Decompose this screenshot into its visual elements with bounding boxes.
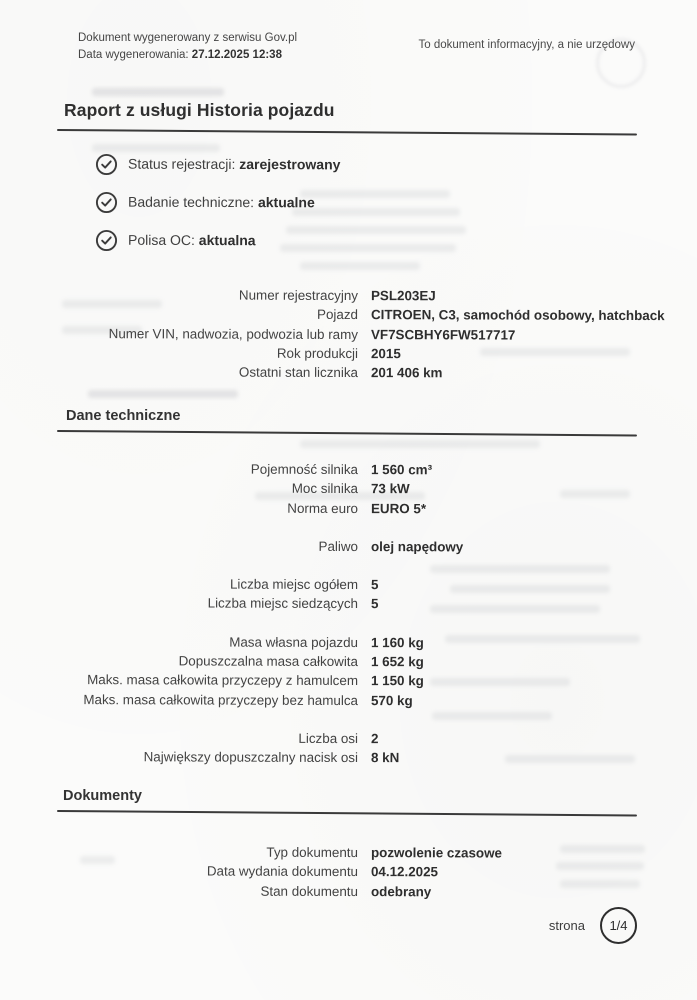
status-check-row bbox=[95, 152, 340, 176]
field-value: PSL203EJ bbox=[370, 288, 436, 304]
field-value: 1 160 kg bbox=[370, 634, 424, 651]
field-label: Paliwo bbox=[318, 538, 359, 554]
field-value: 5 bbox=[370, 577, 379, 593]
field-value: 1 150 kg bbox=[370, 673, 424, 689]
field-row bbox=[60, 459, 645, 480]
ghost-smudge bbox=[88, 390, 238, 398]
status-checks bbox=[95, 152, 340, 266]
document-fields bbox=[60, 842, 645, 900]
vehicle-id-fields bbox=[60, 285, 665, 381]
field-value: 2 bbox=[370, 731, 379, 747]
field-value: 5 bbox=[370, 596, 379, 612]
field-label: Numer rejestracyjny bbox=[238, 287, 359, 304]
field-value: 201 406 km bbox=[370, 365, 443, 381]
field-label: Maks. masa całkowita przyczepy bez hamulca bbox=[83, 691, 359, 708]
status-check-text: Badanie techniczne: aktualne bbox=[127, 193, 315, 211]
field-label: Ostatni stan licznika bbox=[238, 364, 359, 381]
section-rule bbox=[57, 430, 637, 437]
field-row bbox=[60, 728, 645, 749]
group-spacer bbox=[60, 555, 645, 574]
field-value: 73 kW bbox=[370, 481, 410, 497]
page-number-badge: 1/4 bbox=[600, 907, 637, 944]
field-label: Maks. masa całkowita przyczepy z hamulcem bbox=[87, 672, 359, 689]
field-value: 04.12.2025 bbox=[370, 864, 439, 880]
ghost-smudge bbox=[92, 88, 224, 96]
field-row bbox=[60, 651, 645, 672]
field-value: 570 kg bbox=[370, 692, 413, 708]
field-row bbox=[60, 690, 645, 711]
status-check-row bbox=[95, 190, 340, 214]
field-row bbox=[60, 324, 645, 345]
field-value: 1 652 kg bbox=[370, 654, 424, 670]
field-row bbox=[60, 593, 645, 614]
page-footer bbox=[0, 907, 637, 944]
field-row bbox=[60, 842, 645, 863]
field-label: Stan dokumentu bbox=[260, 883, 359, 899]
field-value: 1 560 cm³ bbox=[370, 462, 433, 478]
field-label: Liczba miejsc siedzących bbox=[207, 595, 359, 612]
field-row bbox=[60, 498, 645, 519]
section-title-dokumenty: Dokumenty bbox=[63, 788, 142, 804]
field-value: 8 kN bbox=[370, 750, 400, 766]
generated-from-header bbox=[78, 30, 297, 64]
status-check-text: Status rejestracji: zarejestrowany bbox=[127, 155, 341, 173]
informational-note: To dokument informacyjny, a nie urzędowy bbox=[418, 39, 635, 51]
check-circle-icon bbox=[95, 229, 118, 252]
field-label: Dopuszczalna masa całkowita bbox=[178, 653, 359, 670]
title-rule bbox=[57, 129, 637, 136]
field-row bbox=[60, 285, 645, 306]
group-spacer bbox=[60, 517, 645, 536]
field-label: Masa własna pojazdu bbox=[229, 634, 359, 650]
ghost-smudge bbox=[300, 440, 540, 448]
ghost-smudge bbox=[92, 144, 220, 152]
check-circle-icon bbox=[95, 191, 118, 214]
group-spacer bbox=[60, 709, 645, 728]
field-label: Rok produkcji bbox=[276, 345, 359, 361]
field-row bbox=[60, 670, 645, 691]
generation-date-value: 27.12.2025 12:38 bbox=[191, 49, 282, 61]
field-label: Liczba miejsc ogółem bbox=[229, 576, 359, 593]
generation-date-label: Data wygenerowania: bbox=[78, 49, 189, 61]
field-value: EURO 5* bbox=[370, 500, 427, 516]
page-title: Raport z usługi Historia pojazdu bbox=[64, 100, 335, 120]
field-value: olej napędowy bbox=[370, 538, 464, 555]
field-row bbox=[60, 861, 645, 882]
field-row bbox=[60, 362, 645, 383]
field-value: VF7SCBHY6FW517717 bbox=[370, 326, 516, 343]
field-row bbox=[60, 632, 645, 653]
field-label: Typ dokumentu bbox=[266, 844, 359, 861]
generation-date-line bbox=[78, 47, 297, 64]
field-row bbox=[60, 343, 645, 364]
status-check-text: Polisa OC: aktualna bbox=[127, 231, 256, 249]
field-value: 2015 bbox=[370, 345, 401, 362]
field-row bbox=[60, 478, 645, 499]
section-title-dane-techniczne: Dane techniczne bbox=[66, 408, 181, 424]
field-row bbox=[60, 747, 645, 768]
field-value: odebrany bbox=[370, 883, 432, 899]
section-rule bbox=[57, 810, 637, 817]
field-label: Liczba osi bbox=[298, 730, 359, 747]
field-label: Numer VIN, nadwozia, podwozia lub ramy bbox=[108, 325, 359, 342]
technical-fields bbox=[60, 459, 645, 767]
field-value: pozwolenie czasowe bbox=[370, 845, 502, 861]
page-number-label: strona bbox=[548, 918, 585, 933]
field-label: Pojazd bbox=[317, 307, 359, 323]
field-label: Norma euro bbox=[287, 500, 359, 516]
field-row bbox=[60, 304, 665, 325]
field-label: Data wydania dokumentu bbox=[206, 863, 359, 880]
group-spacer bbox=[60, 613, 645, 632]
field-label: Moc silnika bbox=[291, 481, 359, 497]
field-label: Pojemność silnika bbox=[250, 461, 359, 478]
field-label: Największy dopuszczalny nacisk osi bbox=[143, 749, 359, 766]
generated-from-line: Dokument wygenerowany z serwisu Gov.pl bbox=[78, 32, 298, 44]
check-circle-icon bbox=[95, 153, 118, 176]
field-row bbox=[60, 536, 645, 557]
status-check-row bbox=[95, 228, 340, 252]
field-value: CITROEN, C3, samochód osobowy, hatchback bbox=[370, 307, 665, 324]
field-row bbox=[60, 881, 645, 902]
